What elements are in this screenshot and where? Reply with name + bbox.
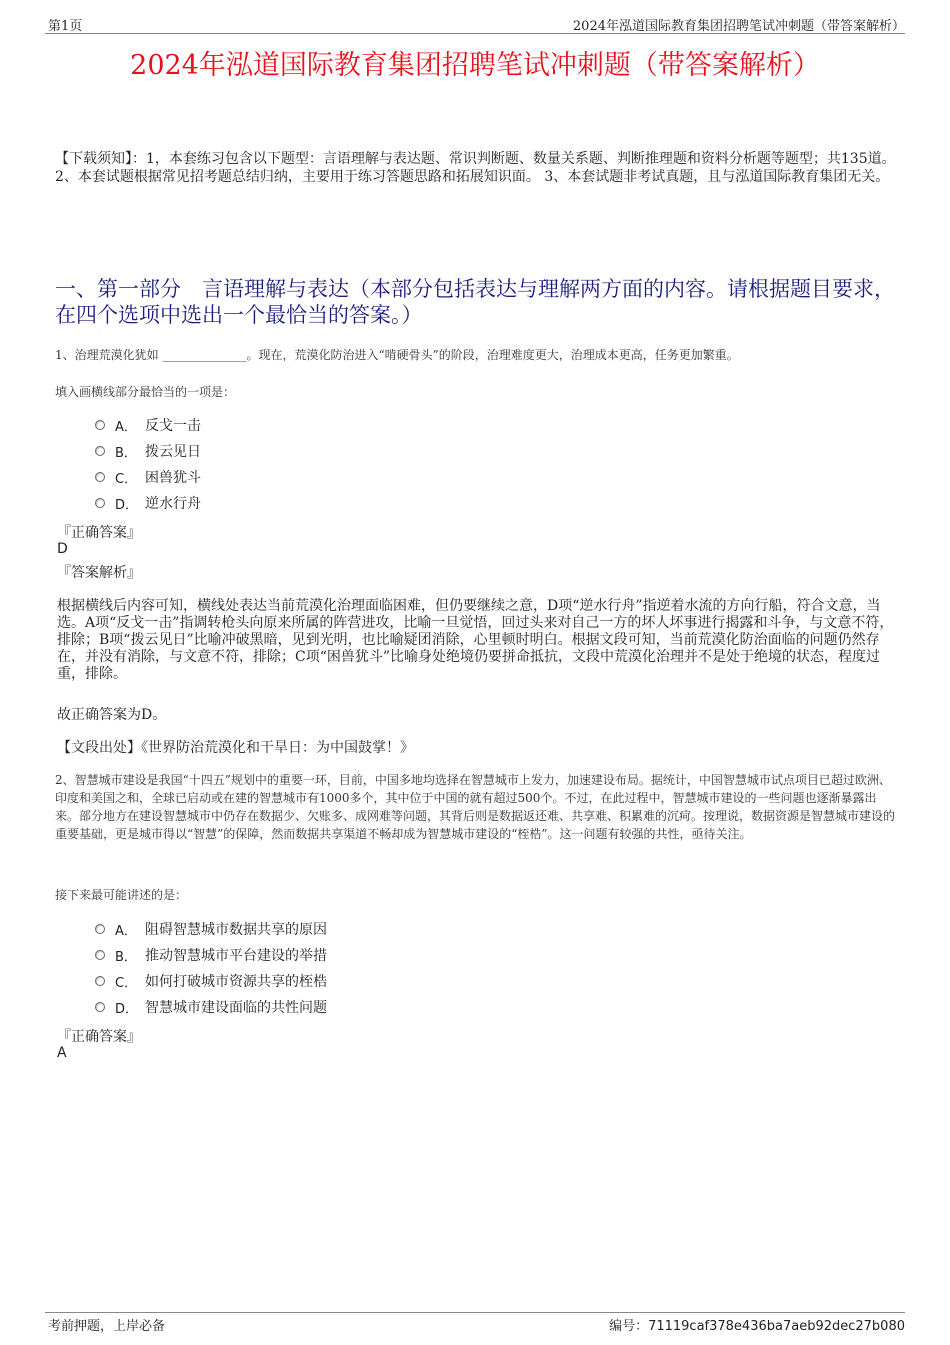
question-2-prompt: 接下来最可能讲述的是： xyxy=(55,888,188,902)
question-2-option-c[interactable] xyxy=(95,968,795,994)
footer-slogan: 考前押题，上岸必备 xyxy=(48,1319,166,1334)
question-1-text: 1、治理荒漠化犹如 ______________。现在，荒漠化防治进入“啃硬骨头”的阶段，治理难度更大，治理成本更高，任务更加繁重。 xyxy=(55,348,739,362)
document-id-label: 编号： xyxy=(609,1319,649,1334)
download-notice: 【下载须知】：1，本套练习包含以下题型：言语理解与表达题、常识判断题、数量关系题、判断推理题和资料分析题等题型；共135道。 2、本套试题根据常见招考题总结归纳，主要用于练习答题思路和拓展知识面。 3、本套试题非考试真题，且与泓道国际教育集团无关。 xyxy=(55,151,896,185)
radio-button-icon[interactable] xyxy=(95,446,105,456)
document-id-value: 71119caf378e436ba7aeb92dec27b080 xyxy=(648,1319,905,1334)
option-letter: C． xyxy=(115,975,138,991)
option-text: 反戈一击 xyxy=(145,418,201,434)
option-text: 阻碍智慧城市数据共享的原因 xyxy=(145,922,327,938)
question-1-option-a[interactable] xyxy=(95,412,795,438)
radio-button-icon[interactable] xyxy=(95,976,105,986)
page-number: 第1页 xyxy=(48,19,83,34)
option-letter: B． xyxy=(115,445,137,461)
option-letter: A． xyxy=(115,419,137,435)
option-text: 如何打破城市资源共享的桎梏 xyxy=(145,974,327,990)
radio-button-icon[interactable] xyxy=(95,498,105,508)
question-1-option-b[interactable] xyxy=(95,438,795,464)
radio-button-icon[interactable] xyxy=(95,950,105,960)
option-letter: B． xyxy=(115,949,137,965)
question-1-answer-label: 『正确答案』 xyxy=(57,525,141,541)
question-1-conclusion: 故正确答案为D。 xyxy=(57,707,167,723)
question-1-option-d[interactable] xyxy=(95,490,795,516)
radio-button-icon[interactable] xyxy=(95,420,105,430)
option-text: 拨云见日 xyxy=(145,444,201,460)
option-letter: A． xyxy=(115,923,137,939)
radio-button-icon[interactable] xyxy=(95,924,105,934)
option-letter: D． xyxy=(115,1001,139,1017)
section-heading: 一、第一部分 言语理解与表达（本部分包括表达与理解两方面的内容。请根据题目要求，在四个选项中选出一个最恰当的答案。） xyxy=(55,277,895,327)
question-1-analysis-label: 『答案解析』 xyxy=(57,565,141,581)
running-header-title: 2024年泓道国际教育集团招聘笔试冲刺题（带答案解析） xyxy=(572,19,905,34)
question-2-option-b[interactable] xyxy=(95,942,795,968)
question-2-text: 2、智慧城市建设是我国“十四五”规划中的重要一环，目前，中国多地均选择在智慧城市上发力，加速建设布局。据统计，中国智慧城市试点项目已超过欧洲、印度和美国之和，全球已启动或在建的智慧城市有1000多个，其中位于中国的就有超过500个。不过，在此过程中，智慧城市建设的一些问题也逐渐暴露出来。部分地方在建设智慧城市中仍存在数据少、欠账多、成网难等问题，其背后则是数据返还难、共享难、积累难的沉疴。按理说，数据资源是智慧城市建设的重要基础，更是城市得以“智慧”的保障，然而数据共享渠道不畅却成为智慧城市建设的“桎梏”。这一问题有较强的共性，亟待关注。 xyxy=(55,773,896,841)
radio-button-icon[interactable] xyxy=(95,472,105,482)
document-title: 2024年泓道国际教育集团招聘笔试冲刺题（带答案解析） xyxy=(130,50,820,81)
question-2-option-a[interactable] xyxy=(95,916,795,942)
option-text: 逆水行舟 xyxy=(145,496,201,512)
question-2-options xyxy=(95,916,795,1020)
question-2-answer: A xyxy=(57,1045,67,1061)
option-text: 智慧城市建设面临的共性问题 xyxy=(145,1000,327,1016)
option-text: 推动智慧城市平台建设的举措 xyxy=(145,948,327,964)
header-divider xyxy=(45,33,905,34)
question-1-option-c[interactable] xyxy=(95,464,795,490)
option-letter: D． xyxy=(115,497,139,513)
question-2-answer-label: 『正确答案』 xyxy=(57,1029,141,1045)
footer-divider xyxy=(45,1312,905,1313)
document-id xyxy=(609,1315,905,1334)
option-text: 困兽犹斗 xyxy=(145,470,201,486)
question-1-analysis: 根据横线后内容可知，横线处表达当前荒漠化治理面临困难，但仍要继续之意，D项“逆水行舟”指逆着水流的方向行船，符合文意，当选。A项“反戈一击”指调转枪头向原来所属的阵营进攻，比喻一旦觉悟，回过头来对自己一方的坏人坏事进行揭露和斗争，与文意不符，排除；B项“拨云见日”比喻冲破黑暗，见到光明，也比喻疑团消除，心里顿时明白。根据文段可知，当前荒漠化防治面临的问题仍然存在，并没有消除，与文意不符，排除；C项“困兽犹斗”比喻身处绝境仍要拼命抵抗，文段中荒漠化治理并不是处于绝境的状态，程度过重，排除。 xyxy=(57,598,894,682)
question-2-option-d[interactable] xyxy=(95,994,795,1020)
option-letter: C． xyxy=(115,471,138,487)
question-1-answer: D xyxy=(57,541,68,557)
question-1-options xyxy=(95,412,795,516)
question-1-prompt: 填入画横线部分最恰当的一项是： xyxy=(55,385,236,399)
radio-button-icon[interactable] xyxy=(95,1002,105,1012)
question-1-source: 【文段出处】《世界防治荒漠化和干旱日：为中国鼓掌！》 xyxy=(57,740,414,756)
